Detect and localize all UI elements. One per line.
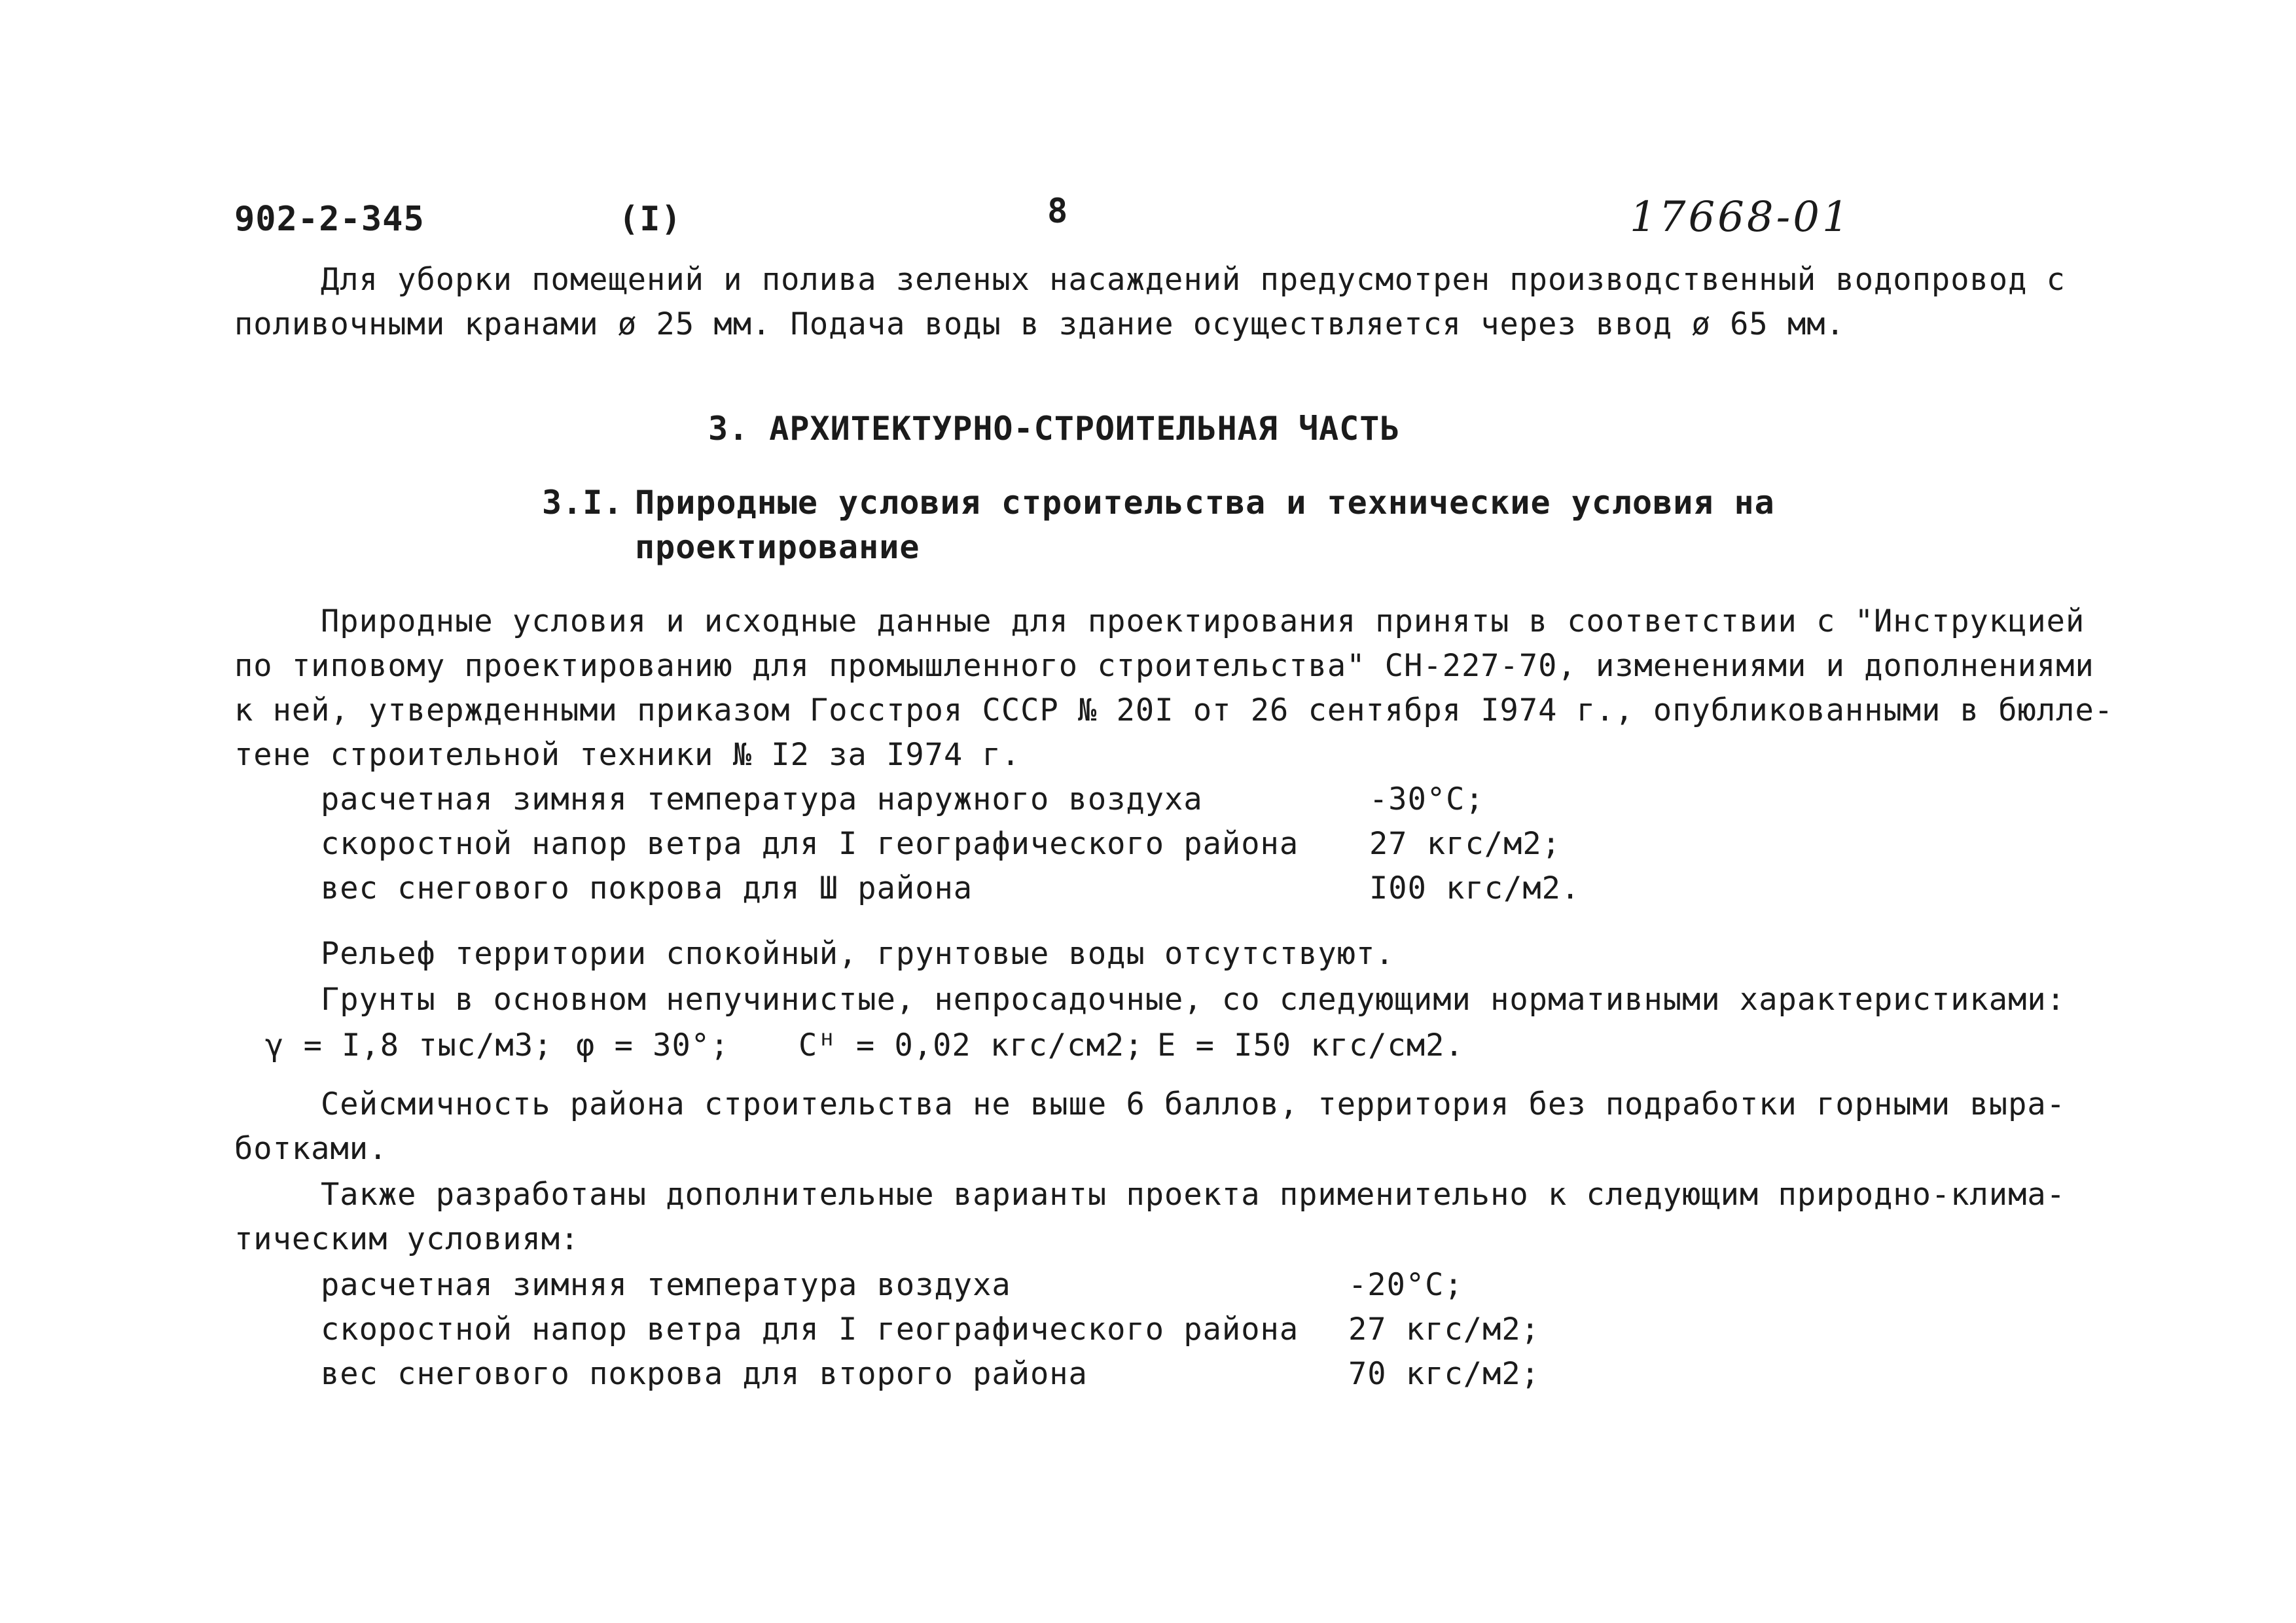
subsection-title-line-1: Природные условия строительства и технические условия на xyxy=(635,484,1775,522)
condition2-label-temperature: расчетная зимняя температура воздуха xyxy=(321,1267,1011,1303)
condition2-label-wind: скоростной напор ветра для I географического района xyxy=(321,1311,1299,1347)
soil-friction-angle: φ = 30°; xyxy=(576,1027,730,1063)
condition1-value-wind: 27 кгс/м2; xyxy=(1369,826,1561,862)
condition2-value-temperature: -20°С; xyxy=(1348,1267,1463,1303)
condition1-label-temperature: расчетная зимняя температура наружного воздуха xyxy=(321,781,1203,817)
variants-line-1: Также разработаны дополнительные варианты проекта применительно к следующим природно-клима- xyxy=(321,1177,2066,1213)
variants-line-2: тическим условиям: xyxy=(234,1221,580,1257)
condition2-value-snow: 70 кгс/м2; xyxy=(1348,1356,1540,1392)
para1-line-1: Природные условия и исходные данные для проектирования приняты в соответствии с "Инструкцией xyxy=(321,603,2085,639)
intro-line-2: поливочными кранами ø 25 мм. Подача воды в здание осуществляется через ввод ø 65 мм. xyxy=(234,306,1845,342)
para1-line-3: к ней, утвержденными приказом Госстроя СССР № 20I от 26 сентября I974 г., опубликованными в бюлле- xyxy=(234,692,2114,728)
intro-line-1: Для уборки помещений и полива зеленых насаждений предусмотрен производственный водопровод с xyxy=(321,262,2066,298)
para1-line-4: тене строительной техники № I2 за I974 г. xyxy=(234,737,1021,773)
subsection-title-line-2: проектирование xyxy=(635,528,920,566)
section-title: 3. АРХИТЕКТУРНО-СТРОИТЕЛЬНАЯ ЧАСТЬ xyxy=(708,410,1401,448)
condition1-label-snow: вес снегового покрова для Ш района xyxy=(321,870,973,906)
condition2-label-snow: вес снегового покрова для второго района xyxy=(321,1356,1088,1392)
condition2-value-wind: 27 кгс/м2; xyxy=(1348,1311,1540,1347)
series-code: 902-2-345 xyxy=(234,200,425,239)
condition1-value-temperature: -30°С; xyxy=(1369,781,1484,817)
seismic-line-1: Сейсмичность района строительства не выше 6 баллов, территория без подработки горными выра- xyxy=(321,1086,2066,1122)
condition1-label-wind: скоростной напор ветра для I географического района xyxy=(321,826,1299,862)
para1-line-2: по типовому проектированию для промышленного строительства" СН-227-70, изменениями и дополнениями xyxy=(234,648,2094,684)
soils-text: Грунты в основном непучинистые, непросадочные, со следующими нормативными характеристиками: xyxy=(321,982,2066,1018)
condition1-value-snow: I00 кгс/м2. xyxy=(1369,870,1581,906)
seismic-line-2: ботками. xyxy=(234,1131,388,1167)
soil-modulus: Е = I50 кгс/см2. xyxy=(1157,1027,1464,1063)
subsection-number: 3.I. xyxy=(542,484,624,522)
sheet-code: 17668-01 xyxy=(1630,193,1852,241)
page-number: 8 xyxy=(1047,192,1069,231)
soil-cohesion: Сᴴ = 0,02 кгс/см2; xyxy=(798,1027,1144,1063)
relief-text: Рельеф территории спокойный, грунтовые воды отсутствуют. xyxy=(321,936,1395,972)
part-number: (I) xyxy=(619,200,682,239)
soil-density: γ = I,8 тыс/м3; xyxy=(265,1027,553,1063)
